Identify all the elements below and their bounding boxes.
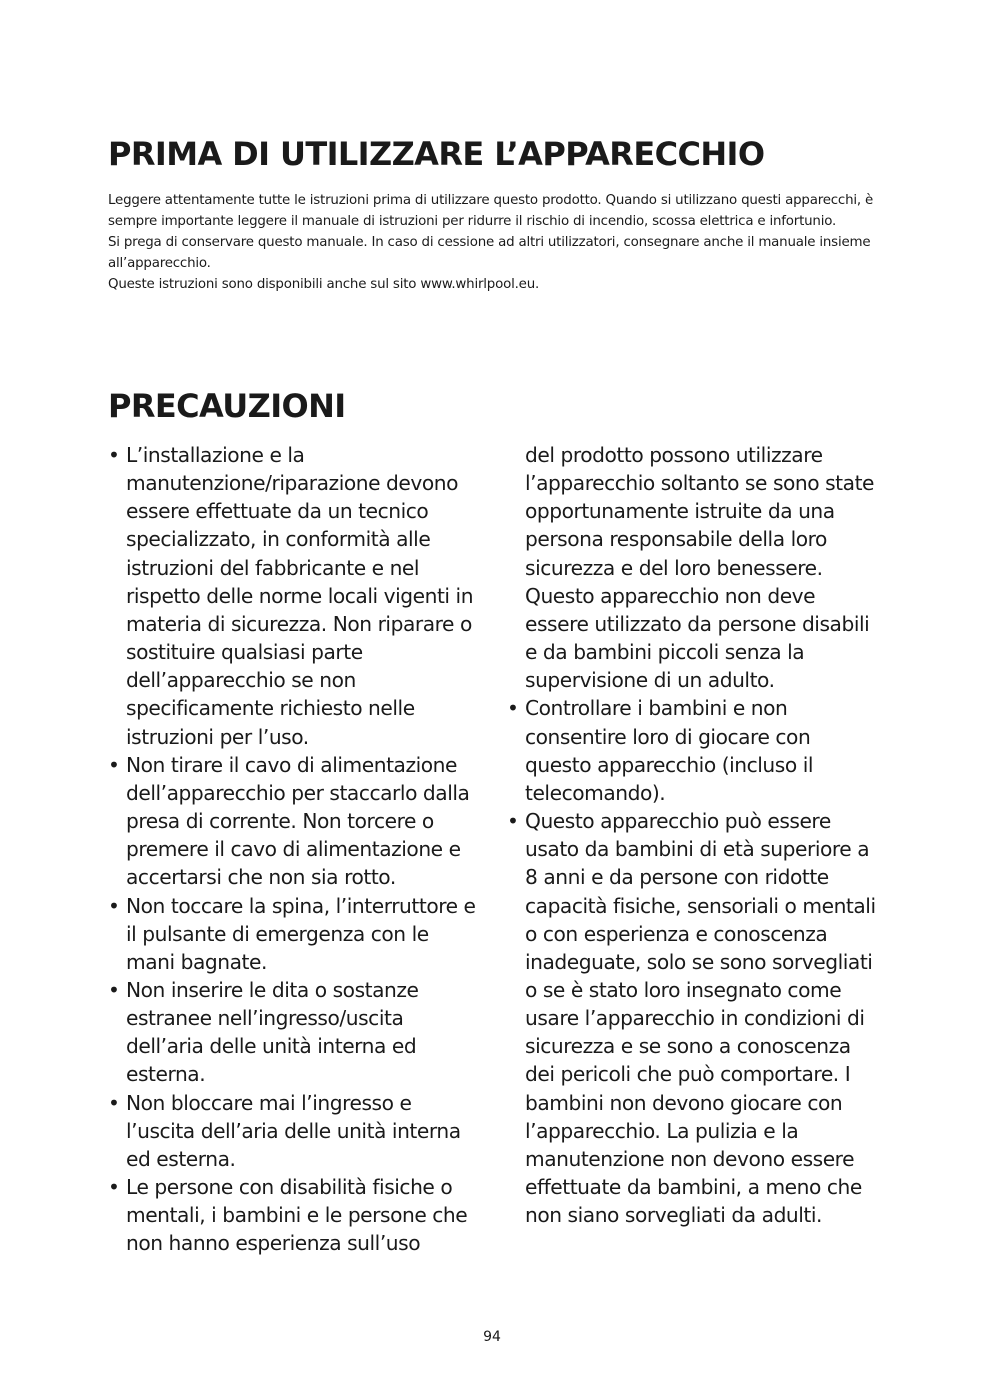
- precautions-right-column: [507, 441, 879, 1229]
- list-item-text: Non tirare il cavo di alimentazione dell’apparecchio per staccarlo dalla presa di corrente. Non torcere o premere il cavo di alimentazione e accertarsi che non sia rotto.: [126, 752, 470, 890]
- bullet-icon: •: [507, 696, 519, 721]
- list-item-text: Questo apparecchio può essere usato da bambini di età superiore a 8 anni e da persone con ridotte capacità fisiche, sensoriali o mentali o con esperienza e conoscenza inadeguate, solo se sono sorvegliati o se è stato loro insegnato come usare l’apparecchio in condizioni di sicurezza e se sono a conoscenza dei pericoli che può comportare. I bambini non devono giocare con l’apparecchio. La pulizia e la manutenzione non devono essere effettuate da bambini, a meno che non siano sorvegliati da adulti.: [525, 809, 876, 1228]
- list-item: [108, 441, 480, 751]
- bullet-icon: •: [108, 443, 120, 467]
- bullet-icon: •: [108, 752, 120, 777]
- list-item-text: Controllare i bambini e non consentire loro di giocare con questo apparecchio (incluso il telecomando).: [525, 696, 814, 805]
- list-item: [108, 1173, 480, 1257]
- bullet-icon: •: [108, 893, 120, 918]
- intro-paragraph: Queste istruzioni sono disponibili anche sul sito www.whirlpool.eu.: [108, 277, 540, 292]
- bullet-icon: •: [108, 1175, 120, 1200]
- precautions-left-column: [108, 441, 480, 1258]
- intro-paragraph: Si prega di conservare questo manuale. In caso di cessione ad altri utilizzatori, consegnare anche il manuale insieme all’apparecchio.: [108, 235, 871, 271]
- section-title-precautions: PRECAUZIONI: [108, 387, 346, 425]
- list-item: [507, 694, 879, 807]
- list-item-text: Non inserire le dita o sostanze estranee nell’ingresso/uscita dell’aria delle unità interna ed esterna.: [126, 977, 419, 1087]
- list-item: [108, 892, 480, 976]
- list-item: [108, 751, 480, 892]
- bullet-icon: •: [507, 809, 519, 834]
- intro-paragraph: Leggere attentamente tutte le istruzioni prima di utilizzare questo prodotto. Quando si utilizzano questi apparecchi, è sempre importante leggere il manuale di istruzioni per ridurre il rischio di incendio, scossa elettrica e infortunio.: [108, 193, 874, 229]
- bullet-icon: •: [108, 977, 120, 1002]
- list-item-text: Non bloccare mai l’ingresso e l’uscita dell’aria delle unità interna ed esterna.: [126, 1090, 461, 1171]
- list-item: [507, 807, 879, 1229]
- page-number: 94: [483, 1329, 501, 1345]
- list-item-continuation: del prodotto possono utilizzare l’apparecchio soltanto se sono state opportunamente istruite da una persona responsabile della loro sicurezza e del loro benessere. Questo apparecchio non deve essere utilizzato da persone disabili e da bambini piccoli senza la supervisione di un adulto.: [525, 443, 875, 693]
- list-item: [108, 1089, 480, 1173]
- intro-text: [108, 190, 888, 295]
- page-title: PRIMA DI UTILIZZARE L’APPARECCHIO: [108, 135, 765, 173]
- list-item-text: L’installazione e la manutenzione/riparazione devono essere effettuate da un tecnico specializzato, in conformità alle istruzioni del fabbricante e nel rispetto delle norme locali vigenti in materia di sicurezza. Non riparare o sostituire qualsiasi parte dell’apparecchio se non specificamente richiesto nelle istruzioni per l’uso.: [126, 443, 474, 749]
- list-item-text: Le persone con disabilità fisiche o mentali, i bambini e le persone che non hanno esperienza sull’uso: [126, 1175, 468, 1256]
- bullet-icon: •: [108, 1090, 120, 1115]
- list-item: [108, 976, 480, 1089]
- list-item-text: Non toccare la spina, l’interruttore e il pulsante di emergenza con le mani bagnate.: [126, 893, 476, 974]
